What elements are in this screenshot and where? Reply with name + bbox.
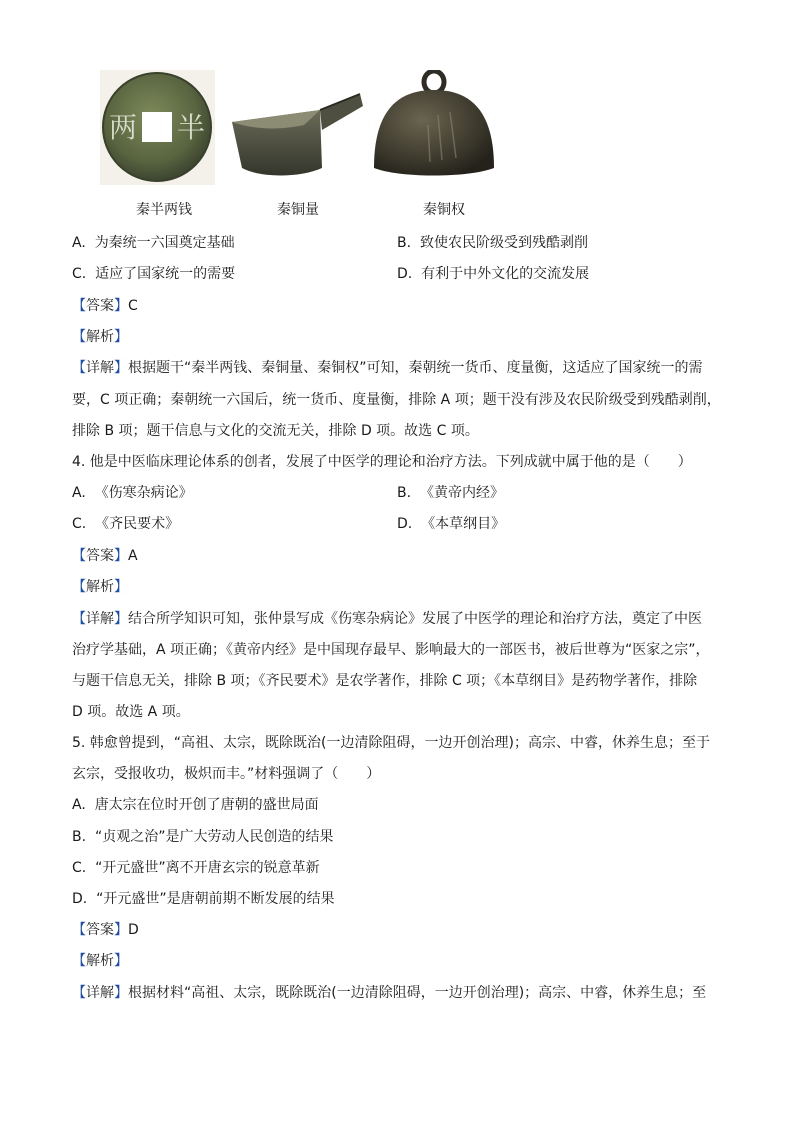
q5-analysis-heading: 【解析】 [72,953,128,969]
bronze-weight-image [368,70,503,185]
q3-option-c: C. 适应了国家统一的需要 [72,266,236,282]
figure-caption-coin: 秦半两钱 [136,202,192,218]
coin-image [100,70,215,185]
q3-detail-line-1: 【详解】根据题干“秦半两钱、秦铜量、秦铜权”可知，秦朝统一货币、度量衡，这适应了国家统一的需 [72,360,703,376]
q4-detail-line-3: 与题干信息无关，排除 B 项；《齐民要术》是农学著作，排除 C 项；《本草纲目》是药物学著作，排除 [72,673,698,689]
q5-option-b: B. “贞观之治”是广大劳动人民创造的结果 [72,829,334,845]
q5-option-d: D. “开元盛世”是唐朝前期不断发展的结果 [72,891,335,907]
q3-detail-line-3: 排除 B 项；题干信息与文化的交流无关，排除 D 项。故选 C 项。 [72,423,479,439]
q4-answer: 【答案】A [72,548,138,564]
q3-option-b: B. 致使农民阶级受到残酷剥削 [397,235,588,251]
q5-option-c: C. “开元盛世”离不开唐玄宗的锐意革新 [72,860,320,876]
q4-option-c: C. 《齐民要术》 [72,516,180,532]
q4-stem: 4. 他是中医临床理论体系的创者，发展了中医学的理论和治疗方法。下列成就中属于他的是（ ） [72,454,692,470]
bronze-measure-image [230,70,365,185]
figure-caption-weight: 秦铜权 [423,202,465,218]
q3-option-a: A. 为秦统一六国奠定基础 [72,235,235,251]
q4-detail-line-4: D 项。故选 A 项。 [72,704,190,720]
q5-stem-line-2: 玄宗，受报收功，极炽而丰。”材料强调了（ ） [72,766,381,782]
q3-option-d: D. 有利于中外文化的交流发展 [397,266,590,282]
coin-right-char: 半 [177,111,206,144]
q3-detail-line-2: 要，C 项正确；秦朝统一六国后，统一货币、度量衡，排除 A 项；题干没有涉及农民阶级受到残酷剥削， [72,392,721,408]
q4-analysis-heading: 【解析】 [72,579,128,595]
q3-analysis-heading: 【解析】 [72,329,128,345]
q5-stem-line-1: 5. 韩愈曾提到，“高祖、太宗，既除既治(一边清除阻碍，一边开创治理)；高宗、中睿，休养生息；至于 [72,735,710,751]
coin-left-char: 两 [109,111,138,144]
q4-option-b: B. 《黄帝内经》 [397,485,504,501]
q4-option-a: A. 《伤寒杂病论》 [72,485,193,501]
q4-detail-line-1: 【详解】结合所学知识可知，张仲景写成《伤寒杂病论》发展了中医学的理论和治疗方法，奠定了中医 [72,611,702,627]
q5-answer: 【答案】D [72,922,139,938]
q4-detail-line-2: 治疗学基础，A 项正确；《黄帝内经》是中国现存最早、影响最大的一部医书，被后世尊为“医家之宗”， [72,642,710,658]
q5-option-a: A. 唐太宗在位时开创了唐朝的盛世局面 [72,797,319,813]
q5-detail-line-1: 【详解】根据材料“高祖、太宗，既除既治(一边清除阻碍，一边开创治理)；高宗、中睿，休养生息；至 [72,985,707,1001]
figure-row [100,70,520,190]
figure-caption-measure: 秦铜量 [277,202,319,218]
q3-answer: 【答案】C [72,298,138,314]
q4-option-d: D. 《本草纲目》 [397,516,506,532]
